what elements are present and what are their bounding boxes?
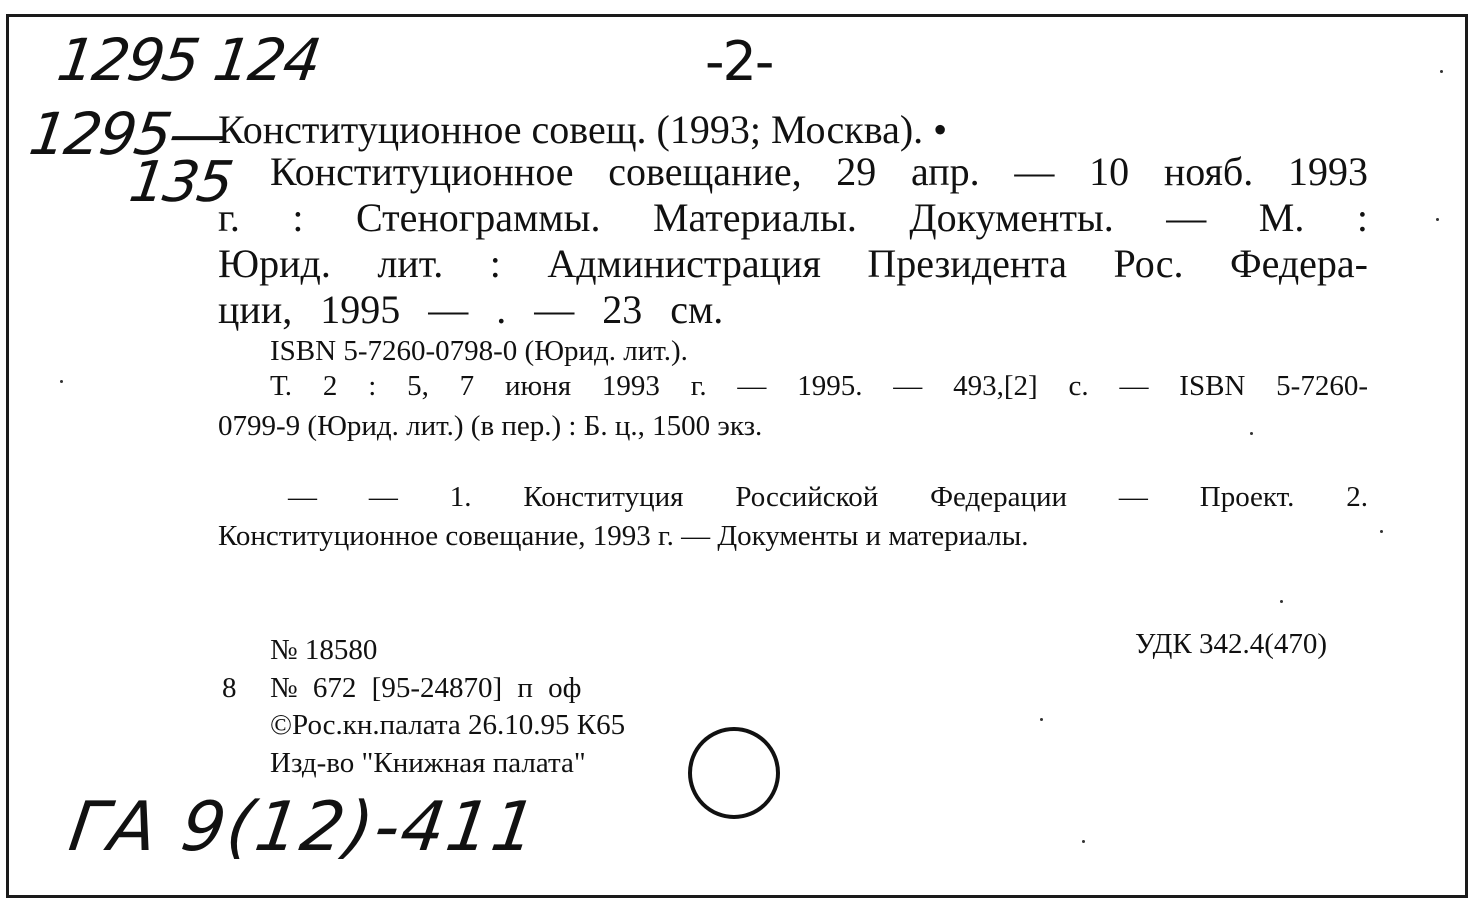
handwritten-left-code-1: 1295— xyxy=(25,100,231,168)
handwritten-bottom-code: ГА 9(12)-411 xyxy=(64,788,543,867)
udk: УДК 342.4(470) xyxy=(1135,628,1328,660)
heading: Конституционное совещ. (1993; Москва). • xyxy=(218,107,948,152)
speck xyxy=(1040,718,1043,721)
speck xyxy=(1280,600,1283,603)
record-number: № 18580 xyxy=(270,634,378,666)
title-line-2: г. : Стенограммы. Материалы. Документы. — М. : xyxy=(218,195,1368,240)
handwritten-left-code-2: 135 xyxy=(125,150,236,215)
title-line-1: Конституционное совещание, 29 апр. — 10 нояб. 1993 xyxy=(270,149,1368,194)
speck xyxy=(1436,218,1439,221)
title-line-3: Юрид. лит. : Администрация Президента Рос. Федера- xyxy=(218,241,1368,286)
volume-line-2: 0799-9 (Юрид. лит.) (в пер.) : Б. ц., 1500 экз. xyxy=(218,410,763,442)
isbn-main: ISBN 5-7260-0798-0 (Юрид. лит.). xyxy=(270,335,688,367)
handwritten-page-mark: -2- xyxy=(705,30,773,93)
footer-line-3: Изд-во "Книжная палата" xyxy=(270,747,586,779)
speck xyxy=(1440,70,1443,73)
volume-line-1: Т. 2 : 5, 7 июня 1993 г. — 1995. — 493,[2] с. — ISBN 5-7260- xyxy=(270,370,1368,402)
speck xyxy=(1250,432,1253,435)
footer-line-2: ©Рос.кн.палата 26.10.95 К65 xyxy=(270,709,626,741)
speck xyxy=(60,380,63,383)
subjects-line-2: Конституционное совещание, 1993 г. — Документы и материалы. xyxy=(218,520,1029,552)
handwritten-top-code: 1295 124 xyxy=(53,26,324,94)
subjects-line-1: — — 1. Конституция Российской Федерации — Проект. 2. xyxy=(288,481,1368,513)
footer-digit: 8 xyxy=(222,672,237,704)
speck xyxy=(1380,530,1383,533)
footer-line-1: № 672 [95-24870] п оф xyxy=(270,672,582,704)
title-line-4: ции, 1995 — . — 23 см. xyxy=(218,287,724,332)
speck xyxy=(1082,840,1085,843)
stamp-circle xyxy=(688,727,780,819)
